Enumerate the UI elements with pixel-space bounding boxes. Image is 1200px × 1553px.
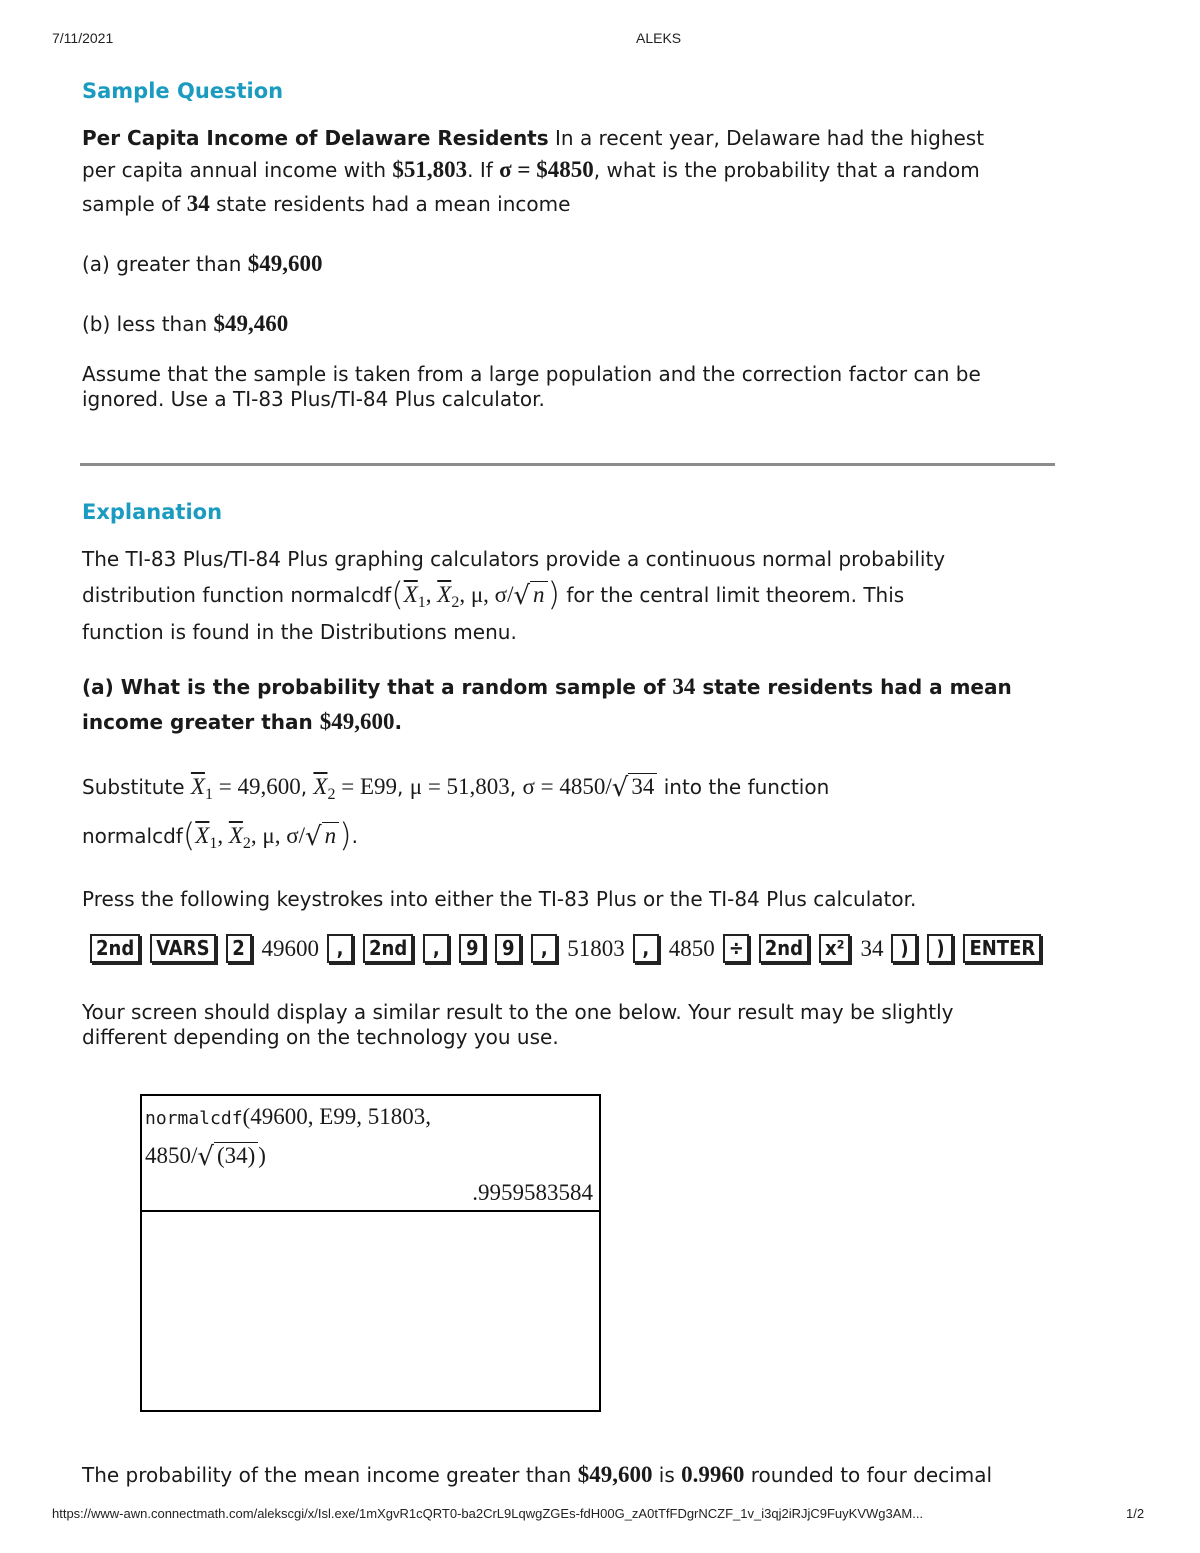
typed-number: 4850 bbox=[668, 935, 715, 961]
subscript: 1 bbox=[204, 786, 213, 803]
sigma-symbol: σ bbox=[494, 582, 508, 607]
conclusion-probability: 0.9960 bbox=[681, 1462, 745, 1487]
part-a-text: income greater than bbox=[82, 710, 320, 734]
part-a-label: (a) greater than bbox=[82, 252, 248, 276]
sqrt-icon: √ bbox=[611, 773, 629, 803]
sqrt-icon: √ bbox=[197, 1142, 214, 1172]
calc-args: 4850/ bbox=[145, 1143, 198, 1168]
conclusion-line bbox=[82, 1458, 1082, 1492]
calc-args: (49600, E99, 51803, bbox=[242, 1104, 432, 1129]
keystroke-sequence bbox=[90, 934, 1043, 963]
subscript: 1 bbox=[417, 594, 426, 611]
key-enter: ENTER bbox=[963, 934, 1041, 963]
part-a-text: . bbox=[394, 710, 403, 734]
key-x-squared: x² bbox=[819, 934, 850, 963]
calculator-input-line-1 bbox=[145, 1104, 431, 1130]
explanation-line-1: The TI-83 Plus/TI-84 Plus graphing calculators provide a continuous normal probability bbox=[82, 547, 946, 571]
part-a-text: (a) What is the probability that a random sample of bbox=[82, 675, 673, 699]
calculator-screen bbox=[140, 1094, 601, 1412]
substitute-text: into the function bbox=[657, 775, 830, 799]
substitute-text: Substitute bbox=[82, 775, 191, 799]
income-value: $51,803 bbox=[392, 157, 468, 182]
key-right-paren: ) bbox=[891, 934, 917, 963]
part-a-question-line-2 bbox=[82, 705, 1062, 739]
x1-value: = 49,600 bbox=[218, 774, 301, 799]
x-bar-symbol: $\overline{X}$ bbox=[437, 582, 452, 607]
part-a-value: $49,600 bbox=[319, 709, 395, 734]
x-bar-symbol: $\overline{X}$ bbox=[313, 774, 328, 799]
x-bar-symbol: $\overline{X}$ bbox=[195, 823, 210, 848]
normalcdf-text: normalcdf bbox=[82, 824, 183, 848]
sample-question-heading: Sample Question bbox=[82, 79, 284, 103]
key-vars: VARS bbox=[150, 934, 215, 963]
conclusion-text: rounded to four decimal bbox=[744, 1463, 993, 1487]
press-instructions: Press the following keystrokes into either the TI-83 Plus or the TI-84 Plus calculator. bbox=[82, 887, 917, 911]
assumption-text bbox=[82, 362, 1062, 412]
key-2nd: 2nd bbox=[363, 934, 413, 963]
key-9: 9 bbox=[495, 934, 521, 963]
key-divide: ÷ bbox=[723, 934, 749, 963]
part-a-n: 34 bbox=[672, 674, 696, 699]
calc-sqrt-arg: (34) bbox=[214, 1142, 258, 1168]
key-9: 9 bbox=[459, 934, 485, 963]
question-line-2 bbox=[82, 153, 1062, 187]
conclusion-text: The probability of the mean income greater than bbox=[82, 1463, 578, 1487]
section-divider bbox=[80, 463, 1055, 466]
typed-number: 49600 bbox=[261, 935, 320, 961]
x-bar-symbol: $\overline{X}$ bbox=[403, 582, 418, 607]
calc-function: normalcdf bbox=[145, 1108, 243, 1129]
sigma-value: σ = 4850/ bbox=[522, 774, 612, 799]
key-comma: , bbox=[633, 934, 659, 963]
mu-symbol: μ bbox=[470, 582, 484, 607]
question-text: In a recent year, Delaware had the highest bbox=[548, 126, 985, 150]
part-a-value: $49,600 bbox=[247, 251, 323, 276]
x-bar-symbol: $\overline{X}$ bbox=[190, 774, 205, 799]
question-text: state residents had a mean income bbox=[209, 192, 571, 216]
key-right-paren: ) bbox=[927, 934, 953, 963]
page-number: 1/2 bbox=[1126, 1506, 1145, 1521]
explanation-text: for the central limit theorem. This bbox=[560, 583, 905, 607]
n-symbol: n bbox=[322, 822, 340, 848]
mu-value: μ = 51,803 bbox=[409, 774, 510, 799]
explanation-line-3: function is found in the Distributions menu. bbox=[82, 620, 517, 644]
explanation-text: distribution function normalcdf bbox=[82, 583, 392, 607]
site-title: ALEKS bbox=[636, 30, 682, 46]
sigma-value: σ = $4850 bbox=[499, 157, 594, 182]
subscript: 1 bbox=[209, 835, 218, 852]
print-date: 7/11/2021 bbox=[52, 30, 114, 46]
assumption-line: ignored. Use a TI-83 Plus/TI-84 Plus calculator. bbox=[82, 387, 545, 411]
subscript: 2 bbox=[451, 594, 460, 611]
screen-instructions bbox=[82, 1000, 1062, 1050]
calculator-output-area bbox=[142, 1096, 599, 1212]
typed-number: 34 bbox=[860, 935, 884, 961]
sigma-symbol: σ bbox=[286, 823, 299, 848]
key-comma: , bbox=[327, 934, 353, 963]
question-title: Per Capita Income of Delaware Residents bbox=[82, 126, 549, 150]
page-url: https://www-awn.connectmath.com/alekscgi/x/Isl.exe/1mXgvR1cQRT0-ba2CrL9LqwgZGEs-fdH00G_zA0tTfFDgrNCZF_1v_i3qj2iRJjC9FuyKVWg3AM... bbox=[52, 1506, 924, 1521]
typed-number: 51803 bbox=[567, 935, 625, 961]
key-2: 2 bbox=[226, 934, 252, 963]
screen-instructions-line: different depending on the technology you use. bbox=[82, 1025, 559, 1049]
part-a-text: state residents had a mean bbox=[695, 675, 1012, 699]
conclusion-text: is bbox=[652, 1463, 682, 1487]
question-text: , what is the probability that a random bbox=[593, 158, 980, 182]
part-a-question-line-1 bbox=[82, 670, 1062, 704]
part-b-label: (b) less than bbox=[82, 312, 214, 336]
question-text: . If bbox=[467, 158, 500, 182]
key-comma: , bbox=[423, 934, 449, 963]
part-b-line bbox=[82, 307, 1062, 341]
key-comma: , bbox=[531, 934, 557, 963]
x-bar-symbol: $\overline{X}$ bbox=[228, 823, 243, 848]
subscript: 2 bbox=[242, 835, 251, 852]
mu-symbol: μ bbox=[262, 823, 275, 848]
sqrt-value: 34 bbox=[628, 773, 657, 799]
assumption-line: Assume that the sample is taken from a large population and the correction factor can be bbox=[82, 362, 981, 386]
question-text: sample of bbox=[82, 192, 187, 216]
substitute-line-1: Substitute $\overline{X}_1 = 49,600$, $\overline{X}_2 = E99$, μ = 51,803, σ = 4850/√ 34 into the function bbox=[82, 773, 830, 803]
substitute-line-2: $normalcdf(\overline{X}_1$, $\overline{X}_2$, μ, σ/√ n). bbox=[82, 816, 358, 854]
sqrt-icon: √ bbox=[305, 822, 322, 852]
sample-size: 34 bbox=[186, 191, 210, 216]
screen-instructions-line: Your screen should display a similar result to the one below. Your result may be slightly bbox=[82, 1000, 954, 1024]
n-symbol: n bbox=[530, 581, 548, 607]
calculator-input-line-2: 4850/√ (34) ) bbox=[145, 1142, 266, 1172]
question-line-1 bbox=[82, 121, 1062, 155]
conclusion-value: $49,600 bbox=[577, 1462, 653, 1487]
subscript: 2 bbox=[327, 786, 336, 803]
question-text: per capita annual income with bbox=[82, 158, 393, 182]
question-line-3 bbox=[82, 187, 1062, 221]
explanation-heading: Explanation bbox=[82, 500, 223, 524]
sqrt-icon: √ bbox=[513, 581, 531, 611]
key-2nd: 2nd bbox=[90, 934, 140, 963]
part-b-value: $49,460 bbox=[213, 311, 289, 336]
part-a-line bbox=[82, 247, 1062, 281]
calculator-result: .9959583584 bbox=[472, 1180, 593, 1205]
explanation-line-2: distribution function $normalcdf(\overline{X}_1$, $\overline{X}_2$, μ, σ/√ n) for the central limit theorem. This bbox=[82, 575, 905, 613]
key-2nd: 2nd bbox=[759, 934, 809, 963]
x2-value: = E99 bbox=[341, 774, 398, 799]
